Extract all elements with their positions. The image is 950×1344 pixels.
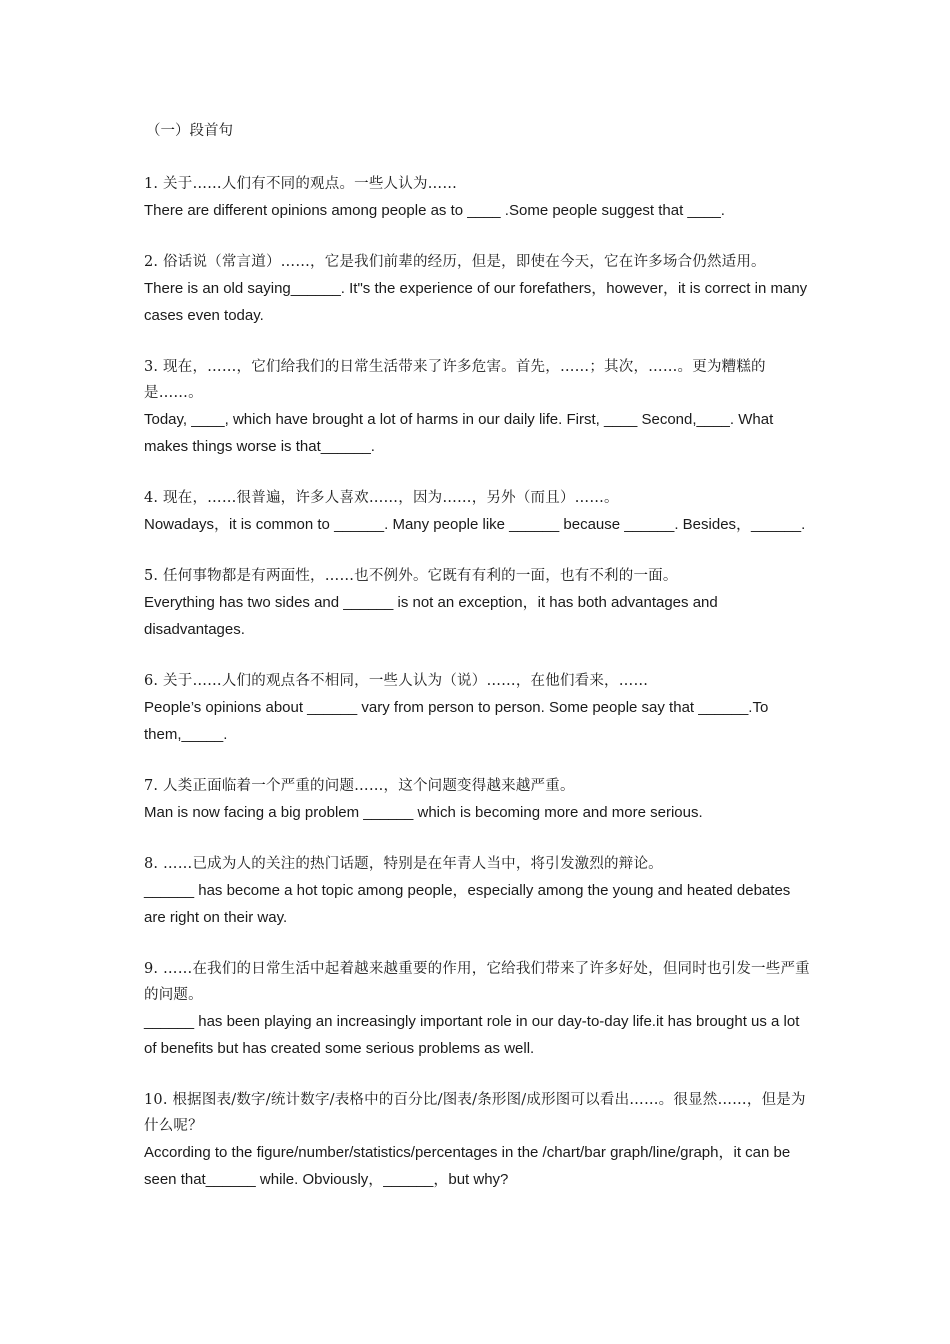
item-chinese: 10. 根据图表/数字/统计数字/表格中的百分比/图表/条形图/成形图可以看出……。很显然……，但是为什么呢？ [144,1092,806,1134]
item-english: Man is now facing a big problem ______ which is becoming more and more serious. [144,804,703,821]
list-item [144,668,812,748]
item-english: Nowadays，it is common to ______. Many people like ______ because ______. Besides，______. [144,516,806,533]
list-item [144,563,812,643]
item-chinese: 6. 关于……人们的观点各不相同，一些人认为（说）……，在他们看来，…… [144,673,649,689]
item-english: People’s opinions about ______ vary from person to person. Some people say that ______.To them,_____. [144,699,769,743]
item-english: ______ has been playing an increasingly important role in our day-to-day life.it has brought us a lot of benefits but has created some serious problems as well. [144,1013,800,1057]
list-item [144,354,812,460]
section-heading: （一）段首句 [146,123,233,139]
item-chinese: 3. 现在，……，它们给我们的日常生活带来了许多危害。首先，……；其次，……。更为糟糕的是……。 [144,359,766,401]
list-item [144,1087,812,1193]
item-chinese: 9. ……在我们的日常生活中起着越来越重要的作用，它给我们带来了许多好处，但同时也引发一些严重的问题。 [144,961,810,1003]
item-english: There is an old saying______. It"s the experience of our forefathers，however，it is correct in many cases even today. [144,280,808,324]
document-page [144,118,812,1218]
item-chinese: 7. 人类正面临着一个严重的问题……，这个问题变得越来越严重。 [144,778,575,794]
item-english: There are different opinions among people as to ____ .Some people suggest that ____. [144,202,725,219]
item-english: According to the figure/number/statistics/percentages in the /chart/bar graph/line/graph，it can be seen that______ while. Obviously，______，but why? [144,1144,791,1188]
item-chinese: 4. 现在，……很普遍，许多人喜欢……，因为……，另外（而且）……。 [144,490,619,506]
list-item [144,773,812,826]
item-chinese: 5. 任何事物都是有两面性，……也不例外。它既有有利的一面，也有不利的一面。 [144,568,678,584]
item-english: ______ has become a hot topic among people，especially among the young and heated debates are right on their way. [144,882,791,926]
item-chinese: 2. 俗话说（常言道）……，它是我们前辈的经历，但是，即使在今天，它在许多场合仍然适用。 [144,254,766,270]
list-item [144,485,812,538]
item-english: Everything has two sides and ______ is not an exception，it has both advantages and disadvantages. [144,594,718,638]
list-item [144,171,812,224]
list-item [144,956,812,1062]
item-english: Today, ____, which have brought a lot of harms in our daily life. First, ____ Second,____. What makes things worse is that______. [144,411,774,455]
item-chinese: 1. 关于……人们有不同的观点。一些人认为…… [144,176,458,192]
list-item [144,851,812,931]
item-chinese: 8. ……已成为人的关注的热门话题，特别是在年青人当中，将引发激烈的辩论。 [144,856,663,872]
list-item [144,249,812,329]
